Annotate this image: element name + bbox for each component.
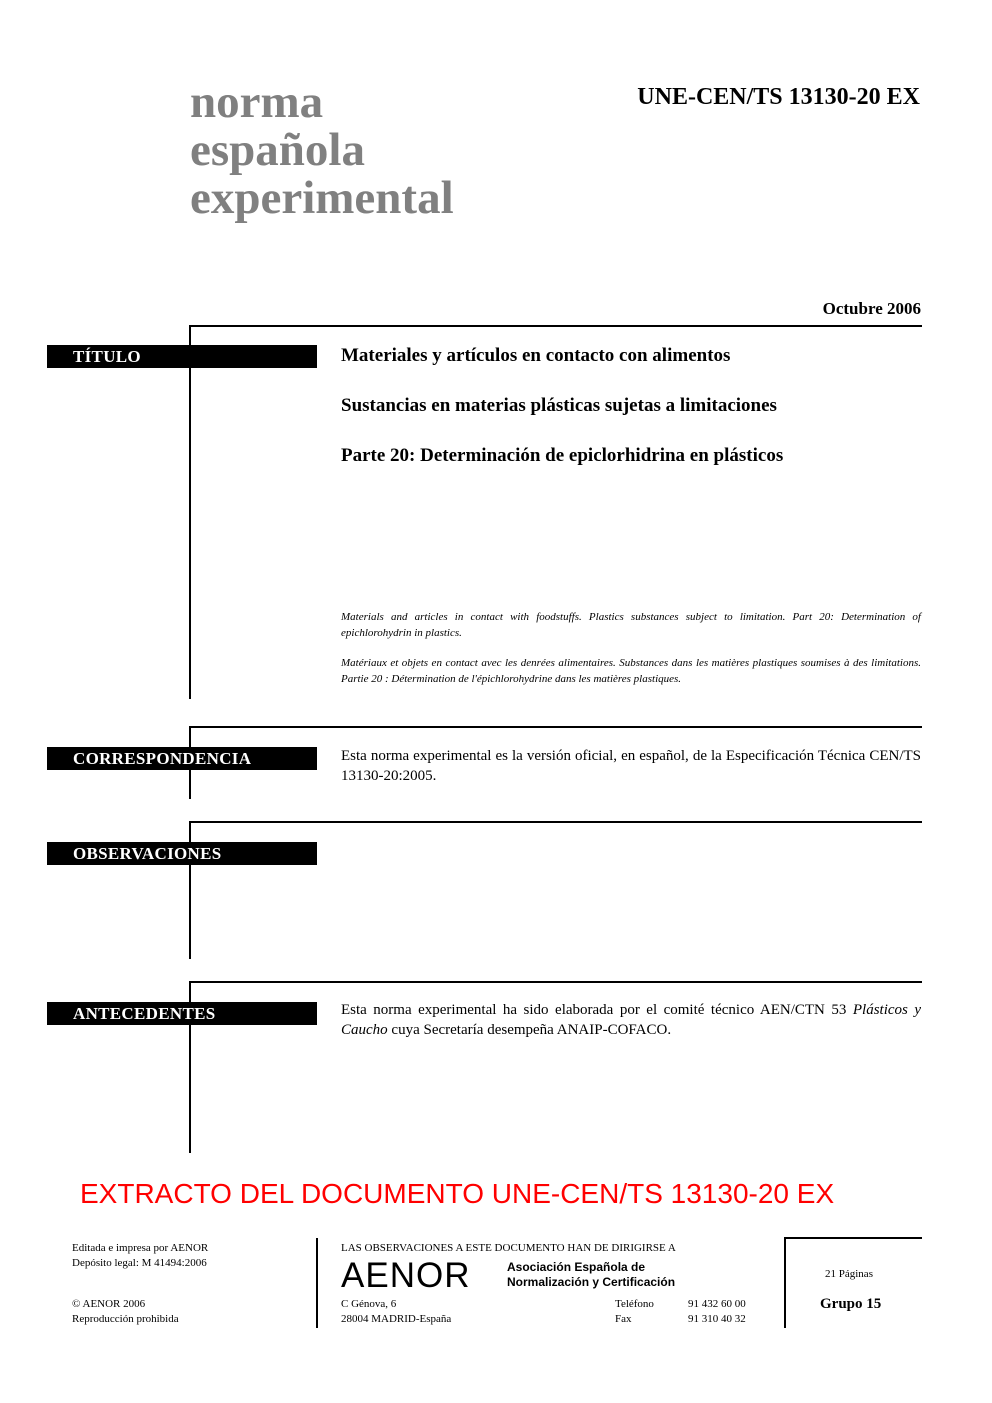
title-line-1: norma	[190, 76, 324, 128]
title-english: Materials and articles in contact with foodstuffs. Plastics substances subject to limitation. Part 20: Determination of epichlorohydrin in plastics.	[341, 611, 921, 639]
standard-code: UNE-CEN/TS 13130-20 EX	[637, 84, 920, 110]
aenor-subtitle-line-1: Asociación Española de	[507, 1260, 646, 1274]
footer-phone-label: Teléfono	[615, 1298, 654, 1310]
footer-price-group: Grupo 15	[820, 1296, 882, 1312]
title-line-3: experimental	[190, 172, 454, 224]
extract-notice: EXTRACTO DEL DOCUMENTO UNE-CEN/TS 13130-20 EX	[80, 1178, 835, 1209]
antecedentes-text-before: Esta norma experimental ha sido elaborada por el comité técnico AEN/CTN 53	[341, 1002, 853, 1018]
footer-deposit: Depósito legal: M 41494:2006	[72, 1257, 207, 1269]
correspondencia-top-rule	[189, 726, 922, 728]
footer-divider-right	[784, 1237, 786, 1328]
footer-divider-left	[316, 1238, 318, 1328]
footer-fax: 91 310 40 32	[688, 1313, 746, 1325]
antecedentes-top-rule	[189, 981, 922, 983]
footer-box-top-rule	[784, 1237, 922, 1239]
footer-copyright: © AENOR 2006	[72, 1298, 146, 1310]
antecedentes-label: ANTECEDENTES	[47, 1002, 317, 1025]
antecedentes-text-after: cuya Secretaría desempeña ANAIP-COFACO.	[387, 1022, 672, 1038]
footer-fax-label: Fax	[615, 1313, 632, 1325]
footer-address-city: 28004 MADRID-España	[341, 1313, 452, 1325]
title-spanish-line-1: Materiales y artículos en contacto con alimentos	[341, 345, 731, 366]
aenor-logo-subtitle	[507, 1260, 675, 1290]
title-spanish-line-3: Parte 20: Determinación de epiclorhidrina en plásticos	[341, 445, 784, 466]
footer-phone: 91 432 60 00	[688, 1298, 746, 1310]
publication-date: Octubre 2006	[822, 299, 921, 318]
title-french: Matériaux et objets en contact avec les denrées alimentaires. Substances dans les matières plastiques soumises à des limitations. Partie 20 : Détermination de l'épichlorohydrine dans les matières plastiques.	[341, 657, 921, 685]
footer-observations-notice: LAS OBSERVACIONES A ESTE DOCUMENTO HAN DE DIRIGIRSE A	[341, 1242, 676, 1254]
antecedentes-committee-name: Plásticos y Caucho	[341, 1002, 922, 1038]
titulo-side-rule	[189, 325, 191, 699]
document-type-title	[190, 78, 610, 222]
titulo-label: TÍTULO	[47, 345, 317, 368]
aenor-logo: AENOR	[341, 1256, 471, 1295]
correspondencia-text: Esta norma experimental es la versión oficial, en español, de la Especificación Técnica CEN/TS 13130-20:2005.	[341, 748, 921, 784]
title-line-2: española	[190, 124, 365, 176]
antecedentes-text	[341, 1000, 921, 1040]
footer-address-street: C Génova, 6	[341, 1298, 397, 1310]
correspondencia-label: CORRESPONDENCIA	[47, 747, 317, 770]
observaciones-label: OBSERVACIONES	[47, 842, 317, 865]
observaciones-top-rule	[189, 821, 922, 823]
title-spanish-line-2: Sustancias en materias plásticas sujetas a limitaciones	[341, 395, 777, 416]
footer-page-count: 21 Páginas	[825, 1268, 873, 1280]
footer-reproduction: Reproducción prohibida	[72, 1313, 179, 1325]
titulo-top-rule	[189, 325, 922, 327]
aenor-subtitle-line-2: Normalización y Certificación	[507, 1275, 676, 1289]
footer-edited: Editada e impresa por AENOR	[72, 1242, 209, 1254]
